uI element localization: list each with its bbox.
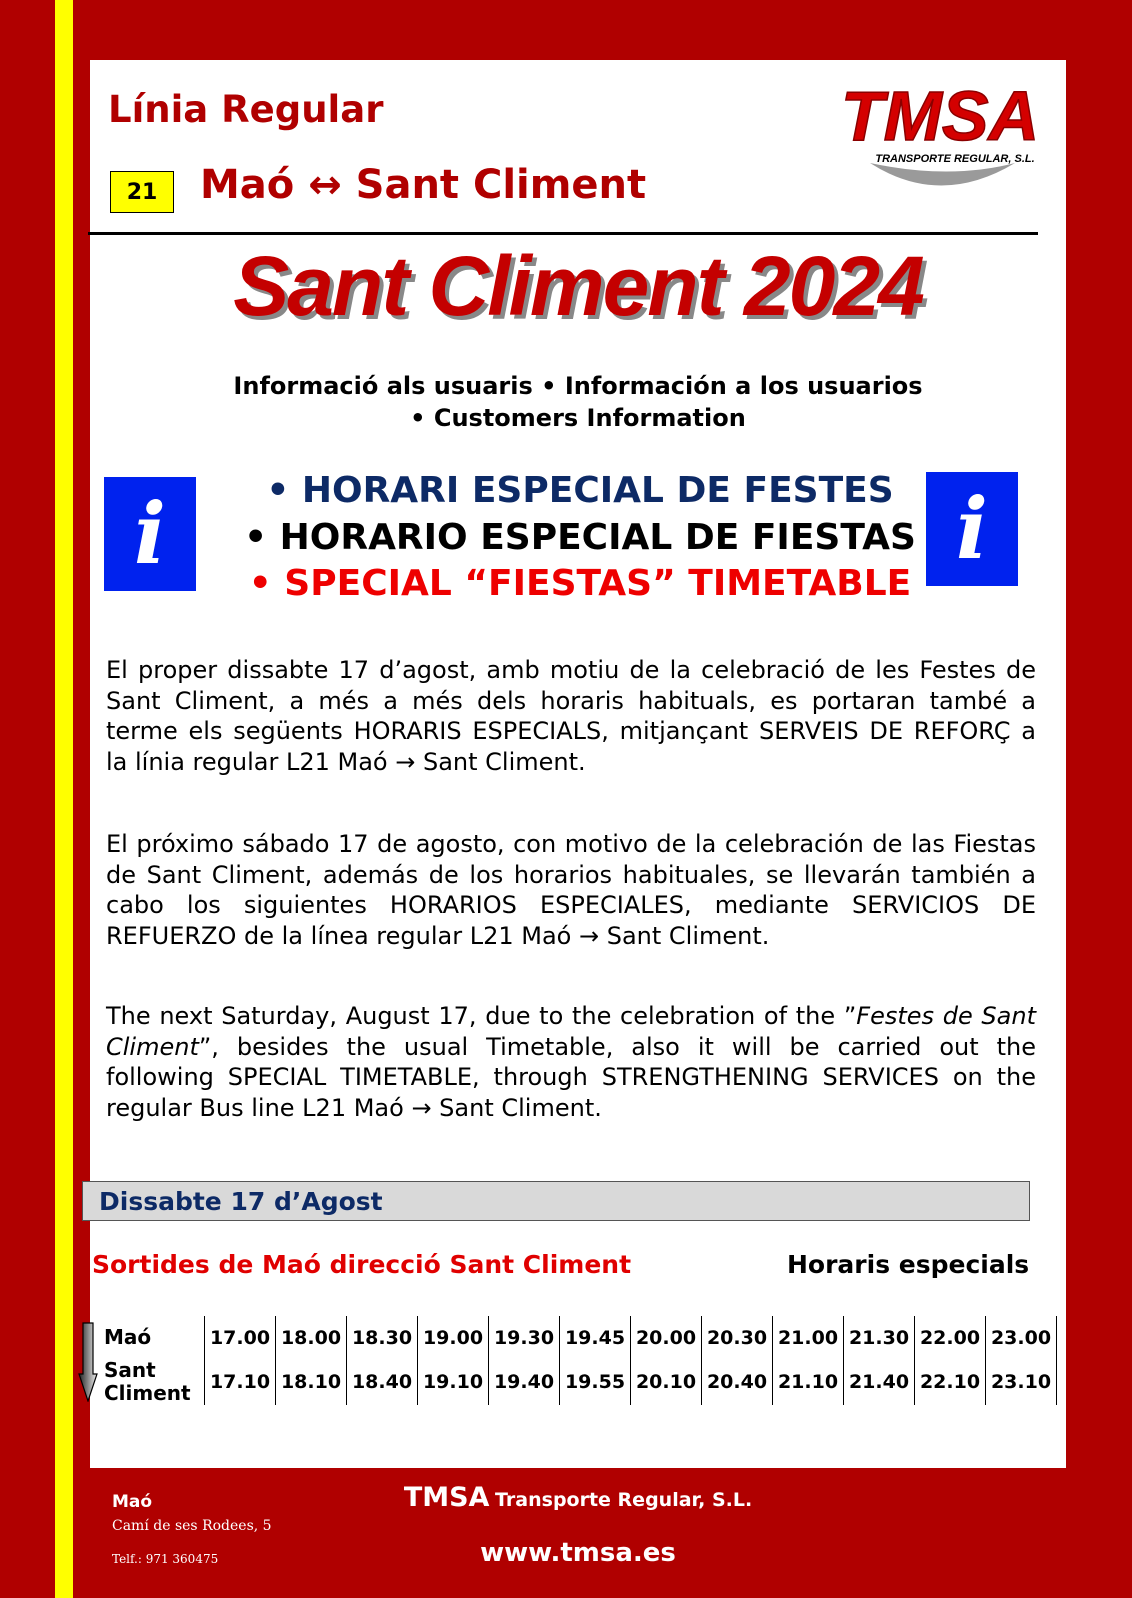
stop-label: Sant Climent (104, 1358, 191, 1405)
time-cell: 20.40 (702, 1359, 773, 1405)
line-number-badge: 21 (110, 171, 174, 213)
time-cell: 20.10 (631, 1359, 702, 1405)
time-cell: 18.40 (347, 1359, 418, 1405)
info-subtitle (90, 370, 1066, 434)
footer-address: Camí de ses Rodees, 5 (112, 1518, 272, 1534)
time-cell: 23.10 (986, 1359, 1057, 1405)
info-line-2: • Customers Information (410, 404, 746, 432)
info-line-1: Informació als usuaris • Información a los usuarios (233, 372, 923, 400)
time-cell: 20.00 (631, 1316, 702, 1359)
header-divider (88, 232, 1038, 235)
departures-title: Sortides de Maó direcció Sant Climent (92, 1250, 632, 1279)
paragraph-english: The next Saturday, August 17, due to the celebration of the ”Festes de Sant Climent”, besides the usual Timetable, also it will be carried out the following SPECIAL TIMETABLE, through STRENGTHENING SERVICES on the regular Bus line L21 Maó → Sant Climent. (106, 1002, 1036, 1122)
special-schedule-label: Horaris especials (787, 1250, 1030, 1279)
yellow-stripe (55, 0, 73, 1598)
time-cell: 19.30 (489, 1316, 560, 1359)
table-row (98, 1359, 1057, 1405)
notice-page (90, 60, 1066, 1468)
time-cell: 19.55 (560, 1359, 631, 1405)
route-title: Maó ↔ Sant Climent (200, 162, 647, 208)
table-row (98, 1316, 1057, 1359)
line-type-title: Línia Regular (108, 88, 384, 131)
time-cell: 21.30 (844, 1316, 915, 1359)
time-cell: 19.00 (418, 1316, 489, 1359)
logo-text: TMSA (840, 77, 1040, 155)
time-cell: 20.30 (702, 1316, 773, 1359)
special-catalan: • HORARI ESPECIAL DE FESTES (266, 470, 894, 511)
time-cell: 18.00 (276, 1316, 347, 1359)
info-icon: i (134, 484, 166, 583)
logo-subtext: TRANSPORTE REGULAR, S.L. (875, 153, 1035, 165)
time-cell: 21.40 (844, 1359, 915, 1405)
stop-label: Maó (104, 1325, 152, 1349)
time-cell: 17.10 (205, 1359, 276, 1405)
info-icon: i (956, 479, 988, 578)
time-cell: 22.10 (915, 1359, 986, 1405)
footer-phone: Telf.: 971 360475 (112, 1552, 219, 1566)
paragraph-catalan: El proper dissabte 17 d’agost, amb motiu de la celebració de les Festes de Sant Climent, a més a més dels horaris habituals, es portaran també a terme els següents HORARIS ESPECIALS, mitjançant SERVEIS DE REFORÇ a la línia regular L21 Maó → Sant Climent. (106, 656, 1036, 776)
time-cell: 18.30 (347, 1316, 418, 1359)
time-cell: 23.00 (986, 1316, 1057, 1359)
footer-company: TMSA Transporte Regular, S.L. (403, 1482, 753, 1513)
day-label: Dissabte 17 d’Agost (99, 1187, 383, 1216)
timetable (98, 1316, 1057, 1405)
special-spanish: • HORARIO ESPECIAL DE FIESTAS (244, 517, 916, 558)
paragraph-spanish: El próximo sábado 17 de agosto, con motivo de la celebración de las Fiestas de Sant Climent, además de los horarios habituales, se llevarán también a cabo los siguientes HORARIOS ESPECIALES, mediante SERVICIOS DE REFUERZO de la línea regular L21 Maó → Sant Climent. (106, 830, 1036, 950)
direction-arrow-icon (78, 1322, 98, 1402)
day-header (82, 1181, 1030, 1221)
event-title: Sant Climent 2024 (233, 239, 923, 333)
time-cell: 19.45 (560, 1316, 631, 1359)
time-cell: 18.10 (276, 1359, 347, 1405)
tmsa-logo (840, 68, 1040, 193)
time-cell: 19.10 (418, 1359, 489, 1405)
special-english: • SPECIAL “FIESTAS” TIMETABLE (248, 563, 912, 604)
time-cell: 22.00 (915, 1316, 986, 1359)
info-icon-left (104, 477, 196, 591)
time-cell: 21.00 (773, 1316, 844, 1359)
website-link[interactable]: www.tmsa.es (480, 1538, 676, 1568)
footer-city: Maó (112, 1492, 153, 1512)
footer (90, 1468, 1066, 1598)
time-cell: 17.00 (205, 1316, 276, 1359)
time-cell: 21.10 (773, 1359, 844, 1405)
time-cell: 19.40 (489, 1359, 560, 1405)
